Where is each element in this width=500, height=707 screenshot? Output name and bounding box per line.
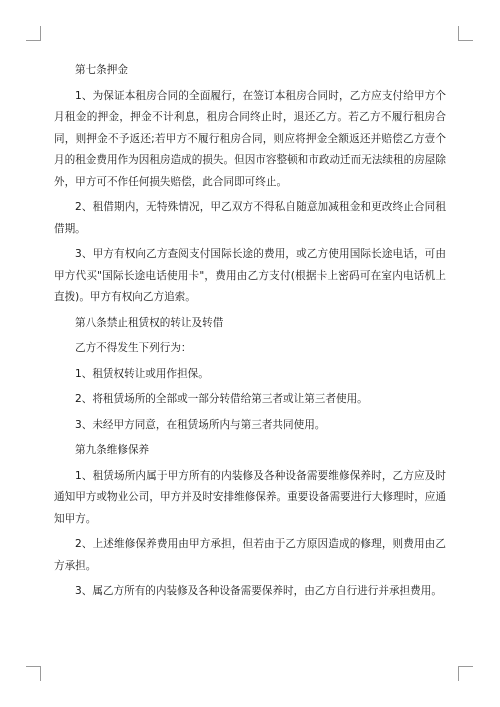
paragraph: 2、租借期内，无特殊情况，甲乙双方不得私自随意加减租金和更改终止合同租借期。 (54, 201, 446, 235)
paragraph: 1、租赁场所内属于甲方所有的内装修及各种设备需要维修保养时，乙方应及时通知甲方或物业公司，甲方并及时安排维修保养。重要设备需要进行大修理时，应通知甲方。 (54, 469, 446, 525)
section-heading-article-7: 第七条押金 (75, 64, 128, 76)
paragraph: 2、上述维修保养费用由甲方承担，但若由于乙方原因造成的修理，则费用由乙方承担。 (54, 538, 446, 572)
list-item: 3、未经甲方同意，在租赁场所内与第三者共同使用。 (75, 418, 326, 431)
list-item: 2、将租赁场所的全部或一部分转借给第三者或让第三者使用。 (75, 393, 368, 405)
crop-mark-top-left (26, 26, 41, 41)
crop-mark-bottom-left (26, 666, 41, 681)
crop-mark-bottom-right (458, 666, 473, 681)
crop-mark-top-right (458, 26, 473, 41)
paragraph: 3、甲方有权向乙方查阅支付国际长途的费用，或乙方使用国际长途电话，可由甲方代买"国际长途电话使用卡"，费用由乙方支付(根据卡上密码可在室内电话机上直拨)。甲方有权向乙方追索。 (54, 248, 446, 303)
section-heading-article-9: 第九条维修保养 (75, 444, 150, 456)
paragraph: 乙方不得发生下列行为： (75, 342, 192, 354)
paragraph: 3、属乙方所有的内装修及各种设备需要保养时，由乙方自行进行并承担费用。 (75, 585, 442, 597)
paragraph: 1、为保证本租房合同的全面履行，在签订本租房合同时，乙方应支付给甲方个月租金的押金，押金不计利息，租房合同终止时，退还乙方。若乙方不履行租房合同，则押金不予返还;若甲方不履行租房合同，则应将押金全额返还并赔偿乙方壹个月的租金费用作为因租房造成的损失。但因市容整顿和市政动迁而无法续租的房屋除外，甲方可不作任何损失赔偿，此合同即可终止。 (54, 89, 446, 188)
document-body (54, 60, 446, 607)
section-heading-article-8: 第八条禁止租赁权的转让及转借 (75, 316, 224, 329)
list-item: 1、租赁权转让或用作担保。 (75, 367, 209, 380)
